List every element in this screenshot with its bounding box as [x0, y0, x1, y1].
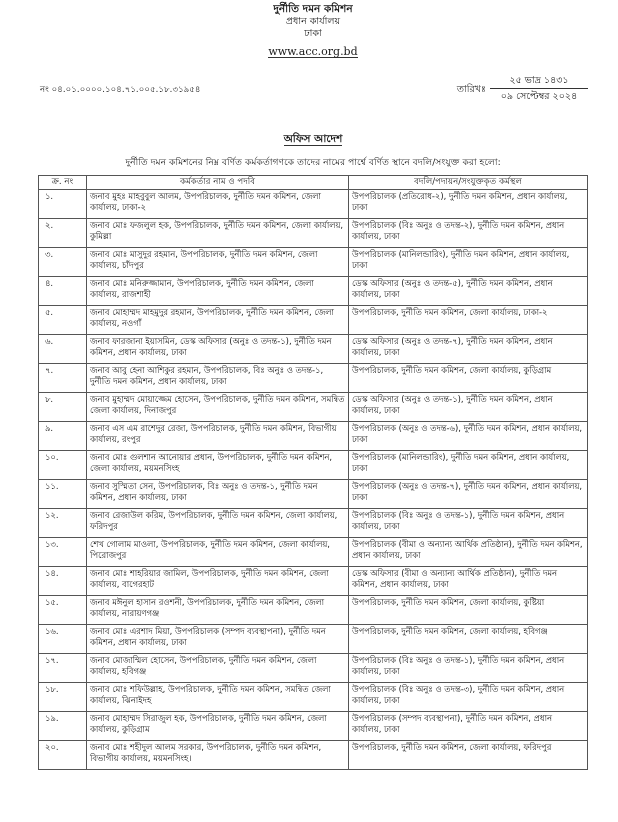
- officer-name-cell: জনাব মোহাম্মদ সিরাজুল হক, উপপরিচালক, দুর্নীতি দমন কমিশন, জেলা কার্যালয়, কুড়িগ্রাম: [87, 711, 349, 740]
- officer-name-cell: জনাব মুহঃ মাহবুবুল আলম, উপপরিচালক, দুর্নীতি দমন কমিশন, জেলা কার্যালয়, ঢাকা-২: [87, 189, 349, 218]
- table-row: [39, 740, 588, 769]
- table-row: [39, 334, 588, 363]
- serial-cell: ১০.: [39, 450, 87, 479]
- table-row: [39, 711, 588, 740]
- serial-cell: ১২.: [39, 508, 87, 537]
- table-header-row: [39, 175, 588, 189]
- officer-name-cell: জনাব মোহাম্মদ মাহমুদুর রহমান, উপপরিচালক, দুর্নীতি দমন কমিশন, জেলা কার্যালয়, নওগাঁ: [87, 305, 349, 334]
- posting-cell: উপপরিচালক (অনুঃ ও তদন্ত-৭), দুর্নীতি দমন কমিশন, প্রধান কার্যালয়, ঢাকা: [349, 479, 588, 508]
- posting-cell: উপপরিচালক (প্রতিরোধ-২), দুর্নীতি দমন কমিশন, প্রধান কার্যালয়, ঢাকা: [349, 189, 588, 218]
- serial-cell: ৯.: [39, 421, 87, 450]
- officer-name-cell: জনাব মঈনুল হাসান রওশনী, উপপরিচালক, দুর্নীতি দমন কমিশন, জেলা কার্যালয়, নারায়ণগঞ্জ: [87, 595, 349, 624]
- officer-name-cell: জনাব আবু হেনা আশিকুর রহমান, উপপরিচালক, বিঃ অনুঃ ও তদন্ত-১, দুর্নীতি দমন কমিশন, প্রধান কার্যালয়, ঢাকা: [87, 363, 349, 392]
- serial-cell: ১৮.: [39, 682, 87, 711]
- serial-cell: ১৬.: [39, 624, 87, 653]
- table-row: [39, 392, 588, 421]
- intro-text: দুর্নীতি দমন কমিশনের নিম্ন বর্ণিত কর্মকর্তাগণকে তাদের নামের পার্শ্বে বর্ণিত স্থানে বদলি/সংযুক্ত করা হলো:: [125, 156, 501, 168]
- office-order-title: অফিস আদেশ: [283, 132, 343, 145]
- table-row: [39, 508, 588, 537]
- table-row: [39, 189, 588, 218]
- table-row: [39, 479, 588, 508]
- officer-name-cell: জনাব মোঃ মনিরুজ্জামান, উপপরিচালক, দুর্নীতি দমন কমিশন, জেলা কার্যালয়, রাজশাহী: [87, 276, 349, 305]
- serial-cell: ৪.: [39, 276, 87, 305]
- transfer-table: [38, 175, 588, 770]
- header-officer-name: কর্মকর্তার নাম ও পদবি: [87, 175, 349, 189]
- posting-cell: উপপরিচালক (অনুঃ ও তদন্ত-৬), দুর্নীতি দমন কমিশন, প্রধান কার্যালয়, ঢাকা: [349, 421, 588, 450]
- officer-name-cell: জনাব মুহাম্মদ মোয়াজ্জেম হোসেন, উপপরিচালক, দুর্নীতি দমন কমিশন, সমন্বিত জেলা কার্যালয়, দিনাজপুর: [87, 392, 349, 421]
- header-posting: বদলি/পদায়ন/সংযুক্তকৃত কর্মস্থল: [349, 175, 588, 189]
- officer-name-cell: জনাব মোঃ শফিউল্লাহ, উপপরিচালক, দুর্নীতি দমন কমিশন, সমন্বিত জেলা কার্যালয়, ঝিনাইদহ: [87, 682, 349, 711]
- table-row: [39, 218, 588, 247]
- header-serial: ক্র. নং: [39, 175, 87, 189]
- officer-name-cell: জনাব মোজাম্মিল হোসেন, উপপরিচালক, দুর্নীতি দমন কমিশন, জেলা কার্যালয়, হবিগঞ্জ: [87, 653, 349, 682]
- serial-cell: ৩.: [39, 247, 87, 276]
- table-row: [39, 247, 588, 276]
- officer-name-cell: জনাব এস এম রাশেদুর রেজা, উপপরিচালক, দুর্নীতি দমন কমিশন, বিভাগীয় কার্যালয়, রংপুর: [87, 421, 349, 450]
- table-row: [39, 566, 588, 595]
- posting-cell: উপপরিচালক, দুর্নীতি দমন কমিশন, জেলা কার্যালয়, কুষ্টিয়া: [349, 595, 588, 624]
- posting-cell: উপপরিচালক (সম্পদ ব্যবস্থাপনা), দুর্নীতি দমন কমিশন, প্রধান কার্যালয়, ঢাকা: [349, 711, 588, 740]
- serial-cell: ২.: [39, 218, 87, 247]
- date-label: তারিখঃ: [456, 83, 486, 95]
- posting-cell: ডেস্ক অফিসার (অনুঃ ও তদন্ত-৭), দুর্নীতি দমন কমিশন, প্রধান কার্যালয়, ঢাকা: [349, 334, 588, 363]
- officer-name-cell: জনাব ফারজানা ইয়াসমিন, ডেস্ক অফিসার (অনুঃ ও তদন্ত-১), দুর্নীতি দমন কমিশন, প্রধান কার্যালয়, ঢাকা: [87, 334, 349, 363]
- posting-cell: উপপরিচালক (বীমা ও অন্যান্য আর্থিক প্রতিষ্ঠান), দুর্নীতি দমন কমিশন, প্রধান কার্যালয়, ঢাকা: [349, 537, 588, 566]
- posting-cell: উপপরিচালক (বিঃ অনুঃ ও তদন্ত-২), দুর্নীতি দমন কমিশন, প্রধান কার্যালয়, ঢাকা: [349, 218, 588, 247]
- officer-name-cell: জনাব মোঃ গুলশান আনোয়ার প্রধান, উপপরিচালক, দুর্নীতি দমন কমিশন, জেলা কার্যালয়, ময়মনসিংহ: [87, 450, 349, 479]
- posting-cell: ডেস্ক অফিসার (বীমা ও অন্যান্য আর্থিক প্রতিষ্ঠান), দুর্নীতি দমন কমিশন, প্রধান কার্যালয়, ঢাকা: [349, 566, 588, 595]
- officer-name-cell: জনাব মোঃ শহীদুল আলম সরকার, উপপরিচালক, দুর্নীতি দমন কমিশন, বিভাগীয় কার্যালয়, ময়মনসিংহ।: [87, 740, 349, 769]
- table-row: [39, 624, 588, 653]
- document-title: [38, 127, 588, 149]
- serial-cell: ১৯.: [39, 711, 87, 740]
- posting-cell: উপপরিচালক, দুর্নীতি দমন কমিশন, জেলা কার্যালয়, ঢাকা-২: [349, 305, 588, 334]
- serial-cell: ৬.: [39, 334, 87, 363]
- table-row: [39, 653, 588, 682]
- date-bangla: ২৫ ভাদ্র ১৪৩১: [490, 75, 588, 89]
- serial-cell: ৮.: [39, 392, 87, 421]
- serial-cell: ১৩.: [39, 537, 87, 566]
- officer-name-cell: জনাব রেজাউল করিম, উপপরিচালক, দুর্নীতি দমন কমিশন, জেলা কার্যালয়, ফরিদপুর: [87, 508, 349, 537]
- officer-name-cell: জনাব মোঃ মাসুদুর রহমান, উপপরিচালক, দুর্নীতি দমন কমিশন, জেলা কার্যালয়, চাঁদপুর: [87, 247, 349, 276]
- posting-cell: ডেস্ক অফিসার (অনুঃ ও তদন্ত-১), দুর্নীতি দমন কমিশন, প্রধান কার্যালয়, ঢাকা: [349, 392, 588, 421]
- serial-cell: ৭.: [39, 363, 87, 392]
- table-row: [39, 537, 588, 566]
- posting-cell: উপপরিচালক, দুর্নীতি দমন কমিশন, জেলা কার্যালয়, কুড়িগ্রাম: [349, 363, 588, 392]
- serial-cell: ১১.: [39, 479, 87, 508]
- posting-cell: ডেস্ক অফিসার (অনুঃ ও তদন্ত-৫), দুর্নীতি দমন কমিশন, প্রধান কার্যালয়, ঢাকা: [349, 276, 588, 305]
- serial-cell: ১.: [39, 189, 87, 218]
- officer-name-cell: শেখ গোলাম মাওলা, উপপরিচালক, দুর্নীতি দমন কমিশন, জেলা কার্যালয়, পিরোজপুর: [87, 537, 349, 566]
- posting-cell: উপপরিচালক (বিঃ অনুঃ ও তদন্ত-১), দুর্নীতি দমন কমিশন, প্রধান কার্যালয়, ঢাকা: [349, 653, 588, 682]
- officer-name-cell: জনাব মোঃ শাহরিয়ার জামিল, উপপরিচালক, দুর্নীতি দমন কমিশন, জেলা কার্যালয়, বাগেরহাট: [87, 566, 349, 595]
- table-row: [39, 305, 588, 334]
- posting-cell: উপপরিচালক (বিঃ অনুঃ ও তদন্ত-১), দুর্নীতি দমন কমিশন, প্রধান কার্যালয়, ঢাকা: [349, 508, 588, 537]
- serial-cell: ১৭.: [39, 653, 87, 682]
- date-english: ০৯ সেপ্টেম্বর ২০২৪: [500, 90, 578, 102]
- organization-name: দুর্নীতি দমন কমিশন: [273, 3, 353, 15]
- posting-cell: উপপরিচালক, দুর্নীতি দমন কমিশন, জেলা কার্যালয়, ফরিদপুর: [349, 740, 588, 769]
- officer-name-cell: জনাব মোঃ ফজলুল হক, উপপরিচালক, দুর্নীতি দমন কমিশন, জেলা কার্যালয়, কুমিল্লা: [87, 218, 349, 247]
- office-name: প্রধান কার্যালয়: [285, 16, 341, 28]
- table-row: [39, 450, 588, 479]
- table-row: [39, 682, 588, 711]
- table-row: [39, 595, 588, 624]
- serial-cell: ২০.: [39, 740, 87, 769]
- officer-name-cell: জনাব মোঃ এরশাদ মিয়া, উপপরিচালক (সম্পদ ব্যবস্থাপনা), দুর্নীতি দমন কমিশন, প্রধান কার্যালয়, ঢাকা: [87, 624, 349, 653]
- table-row: [39, 421, 588, 450]
- memo-meta: [38, 75, 588, 115]
- date-block: [490, 75, 588, 103]
- posting-cell: উপপরিচালক (মানিলন্ডারিং), দুর্নীতি দমন কমিশন, প্রধান কার্যালয়, ঢাকা: [349, 450, 588, 479]
- table-body: [39, 189, 588, 769]
- serial-cell: ৫.: [39, 305, 87, 334]
- posting-cell: উপপরিচালক, দুর্নীতি দমন কমিশন, জেলা কার্যালয়, হবিগঞ্জ: [349, 624, 588, 653]
- posting-cell: উপপরিচালক (মানিলন্ডারিং), দুর্নীতি দমন কমিশন, প্রধান কার্যালয়, ঢাকা: [349, 247, 588, 276]
- memo-number: নং ০৪.০১.০০০০.১০৪.৭১.০০৫.১৮.৩১৯৫৪: [40, 84, 201, 95]
- letterhead: [38, 0, 588, 60]
- table-row: [39, 276, 588, 305]
- website-link[interactable]: www.acc.org.bd: [268, 44, 358, 58]
- serial-cell: ১৪.: [39, 566, 87, 595]
- serial-cell: ১৫.: [39, 595, 87, 624]
- table-row: [39, 363, 588, 392]
- posting-cell: উপপরিচালক (বিঃ অনুঃ ও তদন্ত-৩), দুর্নীতি দমন কমিশন, প্রধান কার্যালয়, ঢাকা: [349, 682, 588, 711]
- city-name: ঢাকা: [304, 28, 322, 39]
- officer-name-cell: জনাব সুস্মিতা সেন, উপপরিচালক, বিঃ অনুঃ ও তদন্ত-১, দুর্নীতি দমন কমিশন, প্রধান কার্যালয়, ঢাকা: [87, 479, 349, 508]
